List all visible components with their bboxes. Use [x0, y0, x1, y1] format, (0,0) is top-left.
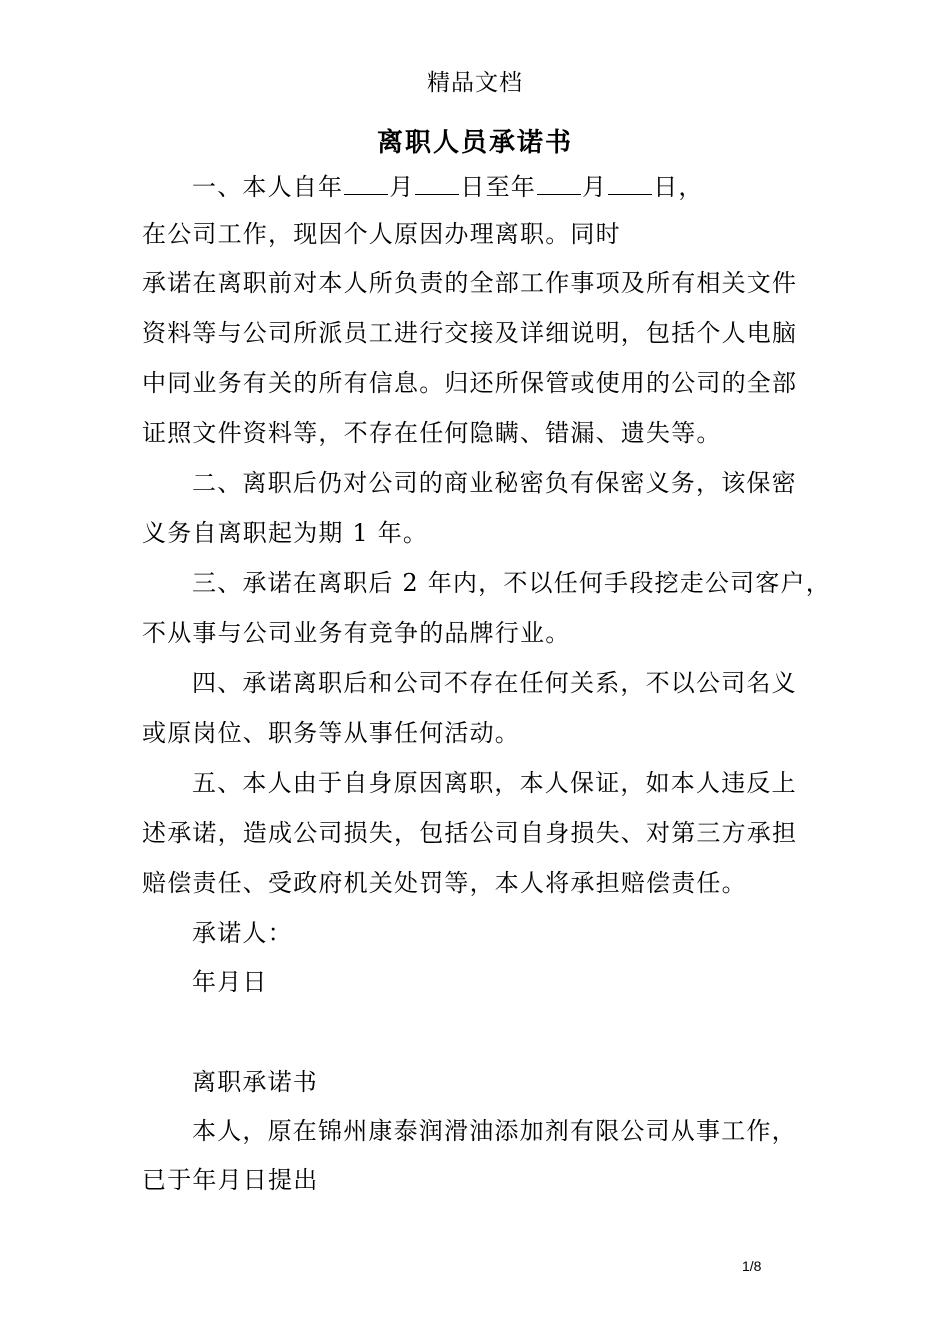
- clause-1-text-d: 月: [582, 173, 608, 201]
- body-line: 赔偿责任、受政府机关处罚等，本人将承担赔偿责任。: [142, 869, 747, 897]
- body-line: 义务自离职起为期 1 年。: [142, 519, 429, 547]
- clause-1-text-b: 月: [389, 173, 415, 201]
- clause-1-text-c: 日至年: [460, 173, 537, 201]
- blank-month-2: [537, 174, 581, 195]
- body-line: 本人，原在锦州康泰润滑油添加剂有限公司从事工作，: [192, 1117, 797, 1145]
- clause-1-first-line: [192, 172, 704, 202]
- clause-4-first-line: 四、承诺离职后和公司不存在任何关系，不以公司名义: [192, 669, 797, 697]
- clause-1-text-a: 一、本人自年: [192, 173, 344, 201]
- body-line: 述承诺，造成公司损失，包括公司自身损失、对第三方承担: [142, 819, 798, 847]
- body-line: 在公司工作，现因个人原因办理离职。同时: [142, 220, 621, 248]
- blank-day-2: [608, 174, 652, 195]
- clause-5-first-line: 五、本人由于自身原因离职，本人保证，如本人违反上: [192, 769, 797, 797]
- body-line: 已于年月日提出: [142, 1166, 319, 1194]
- blank-day-1: [415, 174, 459, 195]
- body-line: 证照文件资料等，不存在任何隐瞒、错漏、遗失等。: [142, 419, 722, 447]
- clause-3-first-line: 三、承诺在离职后 2 年内，不以任何手段挖走公司客户，: [192, 569, 831, 597]
- blank-month-1: [344, 174, 388, 195]
- signatory-label: 承诺人：: [192, 919, 293, 947]
- page-header: 精品文档: [427, 70, 523, 96]
- date-line: 年月日: [192, 968, 268, 996]
- document-title: 离职人员承诺书: [376, 128, 573, 158]
- body-line: 承诺在离职前对本人所负责的全部工作事项及所有相关文件: [142, 269, 798, 297]
- section-heading: 离职承诺书: [192, 1068, 318, 1096]
- body-line: 中同业务有关的所有信息。归还所保管或使用的公司的全部: [142, 369, 798, 397]
- clause-1-text-e: 日，: [653, 173, 704, 201]
- body-line: 资料等与公司所派员工进行交接及详细说明，包括个人电脑: [142, 319, 798, 347]
- body-line: 或原岗位、职务等从事任何活动。: [142, 719, 520, 747]
- clause-2-first-line: 二、离职后仍对公司的商业秘密负有保密义务，该保密: [192, 469, 797, 497]
- body-line: 不从事与公司业务有竞争的品牌行业。: [142, 619, 571, 647]
- page-number: 1/8: [742, 1258, 762, 1274]
